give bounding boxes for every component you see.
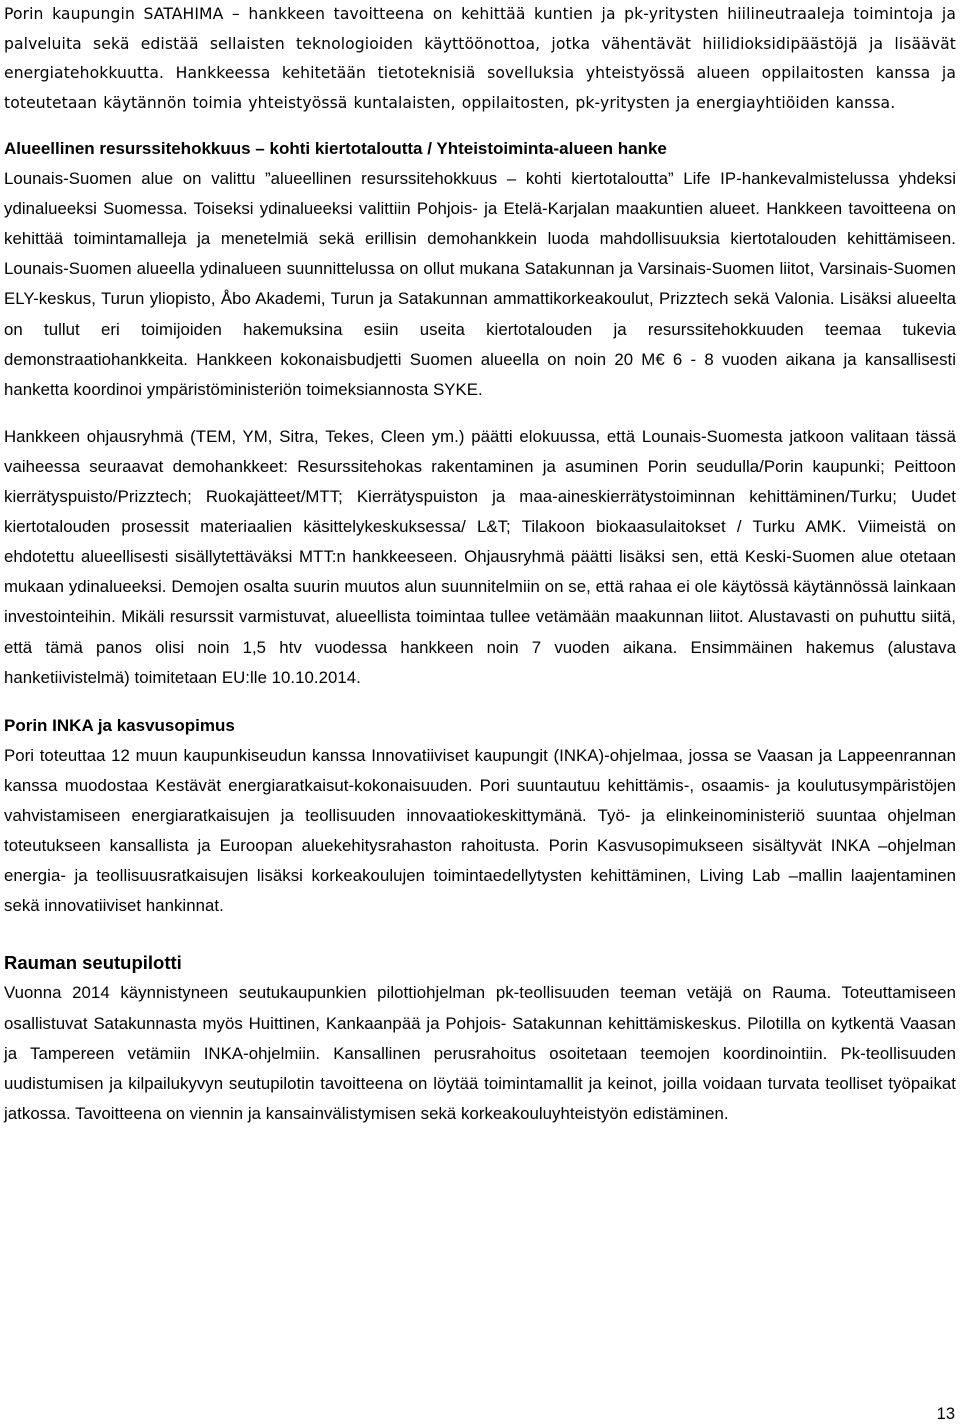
section-paragraph: Pori toteuttaa 12 muun kaupunkiseudun kanssa Innovatiiviset kaupungit (INKA)-ohjelmaa, jossa se Vaasan ja Lappeenrannan kanssa muodostaa Kestävät energiaratkaisut-kokonaisuuden. Pori suuntautuu kehittämis-, osaamis- ja koulutusympäristöjen vahvistamiseen energiaratkaisujen ja teollisuuden innovaatiokeskittymänä. Työ- ja elinkeinoministeriö suuntaa ohjelman toteutukseen kansallista ja Euroopan aluekehitysrahaston rahoitusta. Porin Kasvusopimukseen sisältyvät INKA –ohjelman energia- ja teollisuusratkaisujen lisäksi korkeakoulujen toimintaedellytysten kehittäminen, Living Lab –mallin laajentaminen sekä innovatiiviset hankinnat.	[4, 745, 956, 916]
document-page	[4, 0, 956, 1129]
section-heading-porin-inka: Porin INKA ja kasvusopimus	[4, 715, 235, 735]
page-number: 13	[936, 1405, 955, 1423]
intro-paragraph: Porin kaupungin SATAHIMA – hankkeen tavoitteena on kehittää kuntien ja pk-yritysten hiilineutraaleja toimintoja ja palveluita sekä edistää sellaisten teknologioiden käyttöönottoa, jotka vähentävät hiilidioksidipäästöjä ja lisäävät energiatehokkuutta. Hankkeessa kehitetään tietoteknisiä sovelluksia yhteistyössä alueen oppilaitosten kanssa ja toteutetaan käytännön toimia yhteistyössä kuntalaisten, oppilaitosten, pk-yritysten ja energiayhtiöiden kanssa.	[4, 5, 956, 112]
section-paragraph: Lounais-Suomen alue on valittu ”alueellinen resurssitehokkuus – kohti kiertotaloutta” Life IP-hankevalmistelussa yhdeksi ydinalueeksi Suomessa. Toiseksi ydinalueeksi valittiin Pohjois- ja Etelä-Karjalan maakuntien alueet. Hankkeen tavoitteena on kehittää toimintamalleja ja menetelmiä sekä erillisin demohankkein luoda mahdollisuuksia kiertotalouden kehittämiseen. Lounais-Suomen alueella ydinalueen suunnittelussa on ollut mukana Satakunnan ja Varsinais-Suomen liitot, Varsinais-Suomen ELY-keskus, Turun yliopisto, Åbo Akademi, Turun ja Satakunnan ammattikorkeakoulut, Prizztech sekä Valonia. Lisäksi alueelta on tullut eri toimijoiden hakemuksina esiin useita kiertotalouden ja resurssitehokkuuden teemaa tukevia demonstraatiohankkeita. Hankkeen kokonaisbudjetti Suomen alueella on noin 20 M€ 6 - 8 vuoden aikana ja kansallisesti hanketta koordinoi ympäristöministeriön toimeksiannosta SYKE.	[4, 169, 956, 399]
section-heading-rauman-seutupilotti: Rauman seutupilotti	[4, 952, 182, 974]
section-heading-resurssitehokkuus: Alueellinen resurssitehokkuus – kohti kiertotaloutta / Yhteistoiminta-alueen hanke	[4, 139, 667, 158]
section-paragraph: Vuonna 2014 käynnistyneen seutukaupunkien pilottiohjelman pk-teollisuuden teeman vetäjä on Rauma. Toteuttamiseen osallistuvat Satakunnasta myös Huittinen, Kankaanpää ja Pohjois- Satakunnan kehittämiskeskus. Pilotilla on kytkentä Vaasan ja Tampereen vetämiin INKA-ohjelmiin. Kansallinen perusrahoitus osoitetaan teemojen koordinointiin. Pk-teollisuuden uudistumisen ja kilpailukyvyn seutupilotin tavoitteena on löytää toimintamallit ja keinot, joilla voidaan turvata teolliset työpaikat jatkossa. Tavoitteena on viennin ja kansainvälistymisen sekä korkeakouluyhteistyön edistäminen.	[4, 983, 956, 1123]
section-paragraph: Hankkeen ohjausryhmä (TEM, YM, Sitra, Tekes, Cleen ym.) päätti elokuussa, että Lounais-Suomesta jatkoon valitaan tässä vaiheessa seuraavat demohankkeet: Resurssitehokas rakentaminen ja asuminen Porin seudulla/Porin kaupunki; Peittoon kierrätyspuisto/Prizztech; Ruokajätteet/MTT; Kierrätyspuiston ja maa-aineskierrätystoiminnan kehittäminen/Turku; Uudet kiertotalouden prosessit materiaalien käsittelykeskuksessa/ L&T; Tilakoon biokaasulaitokset / Turku AMK. Viimeistä on ehdotettu alueellisesti sisällytettäväksi MTT:n hankkeeseen. Ohjausryhmä päätti lisäksi sen, että Keski-Suomen alue otetaan mukaan ydinalueeksi. Demojen osalta suurin muutos alun suunnitelmiin on se, että rahaa ei ole käytössä käytännössä lainkaan investointeihin. Mikäli resurssit varmistuvat, alueellista toimintaa tullee vetämään maakunnan liitot. Alustavasti on puhuttu siitä, että tämä panos olisi noin 1,5 htv vuodessa hankkeen noin 7 vuoden aikana. Ensimmäinen hakemus (alustava hanketiivistelmä) toimitetaan EU:lle 10.10.2014.	[4, 426, 956, 687]
